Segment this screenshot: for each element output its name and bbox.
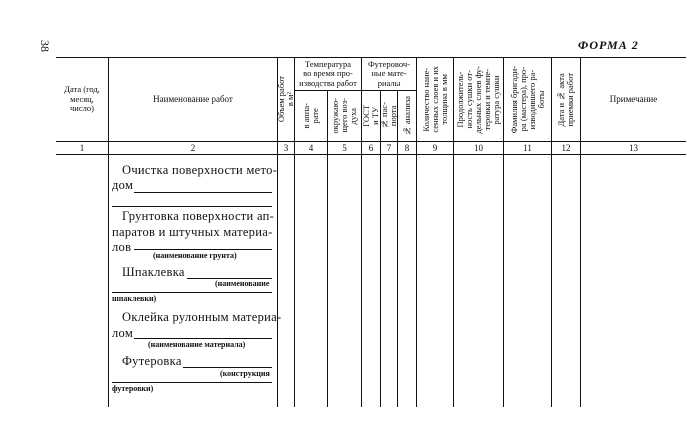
col-number-6: 6 [368, 143, 374, 153]
header-date: Дата (год, месяц, число) [64, 84, 100, 114]
entry-cleaning-line2: дом [112, 178, 134, 192]
priming-fill-line [134, 249, 272, 250]
entry-priming-line3: лов [112, 240, 132, 254]
pasting-caption: (наименование материала) [148, 340, 246, 349]
col-number-12: 12 [561, 143, 571, 153]
entry-priming-line2: паратов и штучных материа- [112, 225, 273, 239]
lining-fill-line-2 [112, 382, 272, 383]
putty-fill-line-2 [112, 292, 272, 293]
header-temp-apparatus: в аппа- рате [301, 103, 320, 129]
form-title: ФОРМА 2 [578, 38, 639, 52]
col-number-3: 3 [283, 143, 289, 153]
col-number-2: 2 [190, 143, 196, 153]
header-bottom-border [56, 141, 686, 142]
col-number-4: 4 [308, 143, 314, 153]
col-number-11: 11 [523, 143, 532, 153]
entry-cleaning-line1: Очистка поверхности мето- [122, 163, 278, 177]
header-foreman: Фамилия бригади- ра (мастера), про- изводившего ра- боты [508, 65, 546, 134]
cleaning-fill-line-2 [112, 206, 272, 207]
header-drying: Продолжитель- ность сушки от- дельных слоев фу- теровки и темпе- ратура сушки [455, 65, 501, 134]
col-number-1: 1 [79, 143, 85, 153]
entry-priming-line1: Грунтовка поверхности ап- [122, 209, 275, 223]
header-lining-group: Футеровоч- ные мате- риалы [367, 58, 411, 88]
col-number-8: 8 [404, 143, 410, 153]
header-work-name: Наименование работ [153, 93, 233, 104]
putty-caption-1: (наименование [215, 279, 270, 288]
entry-lining: Футеровка [122, 354, 182, 368]
entry-pasting-line1: Оклейка рулонным материа- [122, 310, 282, 324]
lining-fill-line [183, 367, 272, 368]
header-temp-air: окружаю- щего воз- духа [330, 98, 358, 134]
page-number: 38 [38, 40, 52, 52]
entry-putty: Шпаклевка [122, 265, 185, 279]
header-temperature-group: Температура во время про- изводства работ [299, 58, 357, 88]
priming-caption: (наименование грунта) [153, 251, 237, 260]
header-gost: ГОСТ и ТУ [361, 105, 380, 127]
header-acceptance: Дата и № акта приемки работ [556, 72, 575, 127]
cleaning-fill-line [134, 192, 272, 193]
header-analysis: № анализа [401, 95, 412, 137]
col-number-13: 13 [629, 143, 638, 153]
header-volume: Объем работ в м² [276, 76, 295, 123]
pasting-fill-line [134, 338, 272, 339]
header-passport: № пас- порта [379, 102, 398, 130]
col-number-5: 5 [342, 143, 347, 153]
lining-caption-1: (конструкция [220, 369, 270, 378]
col-number-10: 10 [474, 143, 483, 153]
numbers-bottom-border [56, 154, 686, 155]
putty-caption-2: шпаклевки) [112, 294, 157, 303]
header-layers: Количество нане- сенных слоев и их толщина в мм [420, 66, 449, 133]
col-number-9: 9 [432, 143, 438, 153]
entry-pasting-line2: лом [112, 326, 134, 340]
header-note: Примечание [609, 93, 658, 104]
col-number-7: 7 [386, 143, 392, 153]
lining-caption-2: футеровки) [112, 384, 154, 393]
